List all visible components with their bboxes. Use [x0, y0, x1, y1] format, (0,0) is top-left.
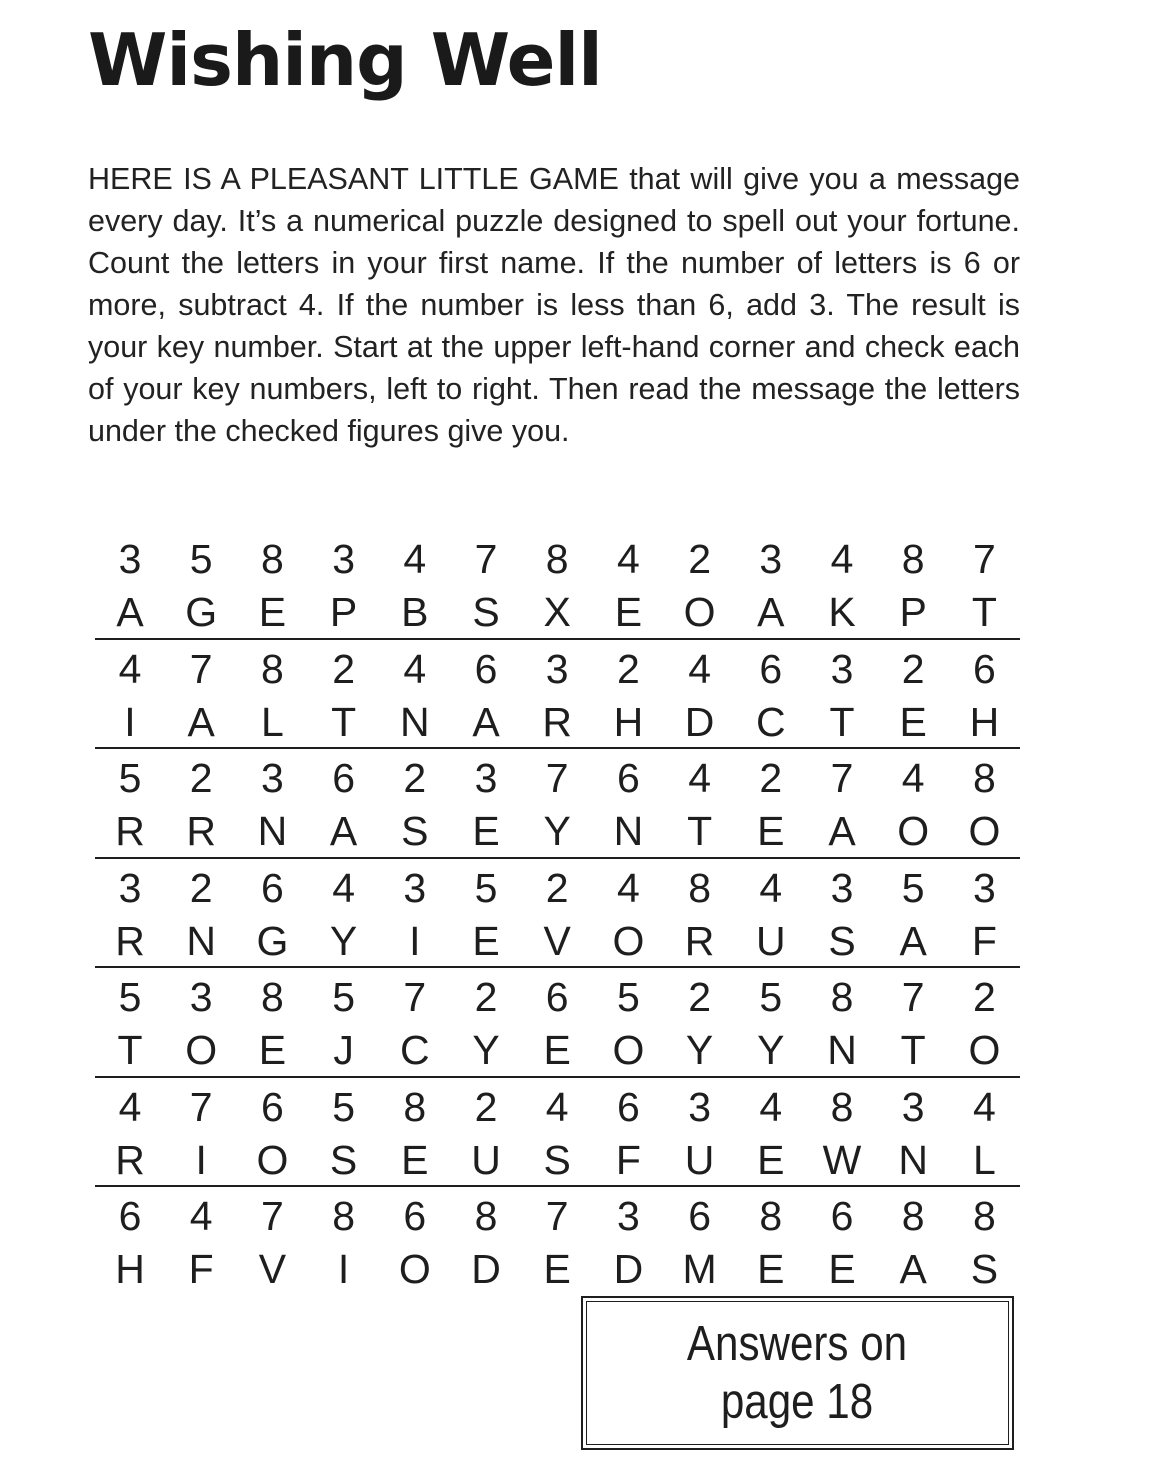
- grid-cell[interactable]: [812, 968, 872, 1076]
- instructions-body: that will give you a message every day. It’s a numerical puzzle designed to spell out your fortune. Count the letters in your first name. If the number of letters is 6 or more, subtract 4. If the number is less than 6, add 3. The result is your key number. Start at the upper left-hand corner and check each of your key numbers, left to right. Then read the message the letters under the checked figures give you.: [88, 162, 1020, 448]
- grid-cell[interactable]: [527, 968, 587, 1076]
- grid-number: 5: [332, 974, 355, 1020]
- grid-number: 8: [545, 536, 569, 582]
- grid-row: [95, 530, 1020, 640]
- grid-cell[interactable]: [883, 859, 943, 967]
- answers-box-inner: [586, 1301, 1009, 1445]
- grid-number: 3: [403, 864, 427, 911]
- grid-letter: A: [116, 589, 144, 635]
- grid-letter: E: [543, 1027, 571, 1073]
- grid-cell[interactable]: [954, 1187, 1014, 1295]
- grid-letter: U: [684, 1136, 715, 1183]
- grid-cell[interactable]: [812, 530, 872, 638]
- grid-letter: A: [472, 698, 500, 745]
- grid-row: [95, 1187, 1020, 1297]
- grid-letter: T: [331, 698, 357, 745]
- grid-letter: O: [256, 1136, 289, 1183]
- grid-row: [95, 749, 1020, 859]
- grid-number: 7: [901, 974, 925, 1020]
- grid-letter: E: [401, 1136, 429, 1183]
- grid-cell[interactable]: [171, 749, 231, 857]
- grid-letter: N: [186, 917, 216, 964]
- grid-letter: E: [614, 589, 643, 635]
- grid-number: 2: [403, 755, 427, 801]
- grid-number: 2: [972, 974, 996, 1020]
- grid-number: 6: [972, 645, 996, 692]
- grid-cell[interactable]: [741, 1078, 801, 1186]
- grid-cell[interactable]: [527, 640, 587, 748]
- answers-line-1: Answers on: [687, 1317, 908, 1371]
- grid-number: 3: [260, 755, 284, 801]
- grid-cell[interactable]: [242, 1078, 302, 1186]
- grid-letter: P: [329, 589, 358, 635]
- grid-cell[interactable]: [954, 640, 1014, 748]
- grid-cell[interactable]: [385, 968, 445, 1076]
- grid-letter: S: [828, 917, 856, 964]
- grid-cell[interactable]: [171, 1187, 231, 1295]
- grid-number: 2: [759, 755, 783, 801]
- grid-number: 6: [260, 864, 284, 911]
- grid-number: 2: [189, 864, 213, 911]
- grid-cell[interactable]: [741, 640, 801, 748]
- grid-cell[interactable]: [100, 968, 160, 1076]
- grid-number: 6: [118, 1193, 142, 1239]
- grid-cell[interactable]: [954, 968, 1014, 1076]
- grid-cell[interactable]: [385, 1187, 445, 1295]
- grid-number: 4: [901, 755, 925, 801]
- grid-number: 2: [189, 755, 213, 801]
- grid-number: 3: [830, 864, 854, 911]
- grid-letter: N: [399, 698, 430, 745]
- grid-cell[interactable]: [242, 859, 302, 967]
- grid-letter: D: [471, 1246, 501, 1292]
- grid-number: 8: [830, 1083, 854, 1130]
- grid-number: 3: [118, 536, 142, 582]
- grid-number: 5: [332, 1083, 355, 1130]
- grid-number: 7: [403, 974, 427, 1020]
- grid-letter: F: [615, 1136, 641, 1183]
- grid-letter: I: [409, 917, 421, 964]
- grid-letter: R: [684, 917, 715, 964]
- grid-number: 2: [332, 645, 355, 692]
- grid-number: 3: [616, 1193, 640, 1239]
- grid-number: 3: [688, 1083, 711, 1130]
- grid-cell[interactable]: [242, 749, 302, 857]
- grid-number: 8: [260, 974, 284, 1020]
- grid-cell[interactable]: [385, 530, 445, 638]
- grid-letter: S: [970, 1246, 999, 1292]
- grid-letter: Y: [329, 917, 358, 964]
- grid-number: 8: [830, 974, 854, 1020]
- grid-letter: T: [687, 808, 713, 854]
- grid-cell[interactable]: [812, 859, 872, 967]
- grid-number: 4: [616, 864, 640, 911]
- grid-cell[interactable]: [741, 530, 801, 638]
- grid-row: [95, 1078, 1020, 1188]
- grid-cell[interactable]: [670, 640, 730, 748]
- grid-cell[interactable]: [527, 859, 587, 967]
- grid-cell[interactable]: [741, 749, 801, 857]
- grid-letter: A: [828, 808, 856, 854]
- grid-number: 5: [616, 974, 640, 1020]
- grid-letter: A: [899, 917, 927, 964]
- grid-letter: R: [115, 917, 145, 964]
- grid-number: 4: [830, 536, 854, 582]
- grid-number: 7: [189, 1083, 213, 1130]
- grid-number: 4: [688, 755, 711, 801]
- grid-cell[interactable]: [954, 859, 1014, 967]
- grid-letter: A: [757, 589, 785, 635]
- grid-letter: O: [185, 1027, 218, 1073]
- grid-letter: U: [471, 1136, 501, 1183]
- grid-number: 3: [830, 645, 854, 692]
- grid-letter: N: [613, 808, 644, 854]
- grid-number: 8: [759, 1193, 783, 1239]
- grid-number: 4: [759, 864, 783, 911]
- grid-letter: F: [971, 917, 997, 964]
- grid-cell[interactable]: [954, 749, 1014, 857]
- grid-cell[interactable]: [456, 1187, 516, 1295]
- grid-number: 6: [403, 1193, 427, 1239]
- grid-cell[interactable]: [883, 1078, 943, 1186]
- grid-cell[interactable]: [314, 640, 374, 748]
- grid-cell[interactable]: [171, 640, 231, 748]
- grid-cell[interactable]: [456, 749, 516, 857]
- grid-letter: E: [472, 808, 500, 854]
- grid-cell[interactable]: [527, 530, 587, 638]
- grid-letter: O: [398, 1246, 431, 1292]
- grid-number: 4: [118, 1083, 142, 1130]
- grid-letter: E: [258, 1027, 287, 1073]
- grid-letter: V: [543, 917, 571, 964]
- grid-number: 8: [901, 1193, 925, 1239]
- grid-number: 7: [260, 1193, 284, 1239]
- grid-number: 7: [545, 1193, 569, 1239]
- grid-cell[interactable]: [883, 530, 943, 638]
- grid-number: 6: [260, 1083, 284, 1130]
- grid-letter: O: [612, 1027, 645, 1073]
- grid-letter: O: [968, 808, 1001, 854]
- grid-cell[interactable]: [100, 1078, 160, 1186]
- grid-number: 7: [189, 645, 213, 692]
- grid-letter: I: [195, 1136, 207, 1183]
- grid-cell[interactable]: [242, 640, 302, 748]
- grid-number: 4: [972, 1083, 996, 1130]
- grid-cell[interactable]: [954, 1078, 1014, 1186]
- grid-letter: E: [757, 808, 785, 854]
- grid-letter: P: [899, 589, 927, 635]
- grid-letter: E: [472, 917, 500, 964]
- grid-number: 8: [972, 1193, 996, 1239]
- grid-number: 3: [332, 536, 355, 582]
- grid-cell[interactable]: [314, 749, 374, 857]
- grid-letter: E: [258, 589, 287, 635]
- grid-cell[interactable]: [670, 749, 730, 857]
- grid-cell[interactable]: [171, 968, 231, 1076]
- grid-letter: X: [543, 589, 571, 635]
- grid-cell[interactable]: [598, 1187, 658, 1295]
- grid-letter: G: [256, 917, 289, 964]
- grid-letter: A: [329, 808, 358, 854]
- grid-letter: U: [755, 917, 786, 964]
- grid-letter: E: [543, 1246, 571, 1292]
- grid-letter: N: [898, 1136, 928, 1183]
- grid-cell[interactable]: [171, 530, 231, 638]
- grid-letter: D: [684, 698, 715, 745]
- grid-number: 4: [403, 645, 427, 692]
- grid-letter: E: [757, 1246, 785, 1292]
- grid-letter: A: [899, 1246, 927, 1292]
- grid-letter: Y: [685, 1027, 714, 1073]
- grid-cell[interactable]: [242, 968, 302, 1076]
- grid-cell[interactable]: [598, 530, 658, 638]
- grid-number: 5: [474, 864, 498, 911]
- grid-number: 3: [901, 1083, 925, 1130]
- grid-row: [95, 640, 1020, 750]
- grid-letter: S: [543, 1136, 571, 1183]
- answers-line-2: page 18: [721, 1375, 874, 1429]
- grid-cell[interactable]: [741, 968, 801, 1076]
- grid-cell[interactable]: [314, 968, 374, 1076]
- grid-number: 7: [972, 536, 996, 582]
- grid-number: 8: [688, 864, 711, 911]
- grid-cell[interactable]: [100, 530, 160, 638]
- grid-letter: M: [682, 1246, 717, 1292]
- grid-cell[interactable]: [314, 1078, 374, 1186]
- instructions-paragraph: [88, 158, 1020, 452]
- grid-cell[interactable]: [670, 859, 730, 967]
- grid-number: 5: [189, 536, 213, 582]
- grid-cell[interactable]: [527, 1078, 587, 1186]
- grid-cell[interactable]: [883, 1187, 943, 1295]
- grid-cell[interactable]: [100, 749, 160, 857]
- grid-letter: R: [115, 808, 145, 854]
- grid-cell[interactable]: [670, 1187, 730, 1295]
- grid-cell[interactable]: [456, 1078, 516, 1186]
- grid-number: 8: [332, 1193, 355, 1239]
- grid-number: 7: [830, 755, 854, 801]
- grid-letter: O: [968, 1027, 1001, 1073]
- grid-cell[interactable]: [314, 1187, 374, 1295]
- grid-letter: L: [972, 1136, 996, 1183]
- grid-number: 6: [688, 1193, 711, 1239]
- grid-letter: O: [683, 589, 716, 635]
- grid-cell[interactable]: [242, 530, 302, 638]
- grid-cell[interactable]: [812, 640, 872, 748]
- grid-number: 2: [688, 536, 711, 582]
- grid-cell[interactable]: [314, 859, 374, 967]
- grid-cell[interactable]: [100, 640, 160, 748]
- grid-cell[interactable]: [171, 859, 231, 967]
- grid-cell[interactable]: [598, 640, 658, 748]
- grid-number: 3: [759, 536, 783, 582]
- grid-number: 4: [759, 1083, 783, 1130]
- grid-letter: T: [900, 1027, 926, 1073]
- grid-letter: I: [124, 698, 136, 745]
- grid-number: 7: [474, 536, 498, 582]
- grid-cell[interactable]: [954, 530, 1014, 638]
- grid-number: 4: [332, 864, 355, 911]
- grid-cell[interactable]: [456, 859, 516, 967]
- grid-cell[interactable]: [670, 530, 730, 638]
- grid-cell[interactable]: [883, 640, 943, 748]
- grid-number: 2: [688, 974, 711, 1020]
- grid-cell[interactable]: [385, 640, 445, 748]
- grid-letter: S: [472, 589, 500, 635]
- grid-letter: N: [257, 808, 288, 854]
- grid-cell[interactable]: [741, 859, 801, 967]
- grid-cell[interactable]: [812, 1187, 872, 1295]
- grid-letter: L: [260, 698, 284, 745]
- grid-number: 2: [474, 1083, 498, 1130]
- grid-letter: S: [401, 808, 429, 854]
- grid-cell[interactable]: [456, 530, 516, 638]
- grid-letter: J: [333, 1027, 354, 1073]
- grid-letter: Y: [472, 1027, 500, 1073]
- grid-cell[interactable]: [598, 749, 658, 857]
- grid-cell[interactable]: [314, 530, 374, 638]
- number-letter-grid: [95, 530, 1020, 1297]
- grid-letter: R: [115, 1136, 145, 1183]
- grid-number: 4: [403, 536, 427, 582]
- grid-letter: A: [187, 698, 215, 745]
- answers-box: [581, 1296, 1014, 1450]
- grid-letter: B: [401, 589, 429, 635]
- grid-number: 2: [545, 864, 569, 911]
- grid-number: 3: [545, 645, 569, 692]
- grid-number: 8: [260, 645, 284, 692]
- grid-number: 4: [118, 645, 142, 692]
- grid-number: 6: [332, 755, 355, 801]
- grid-number: 8: [901, 536, 925, 582]
- grid-number: 6: [616, 1083, 640, 1130]
- grid-number: 8: [260, 536, 284, 582]
- grid-number: 5: [118, 974, 142, 1020]
- grid-letter: C: [399, 1027, 430, 1073]
- grid-letter: R: [186, 808, 216, 854]
- grid-cell[interactable]: [598, 1078, 658, 1186]
- grid-letter: E: [757, 1136, 785, 1183]
- grid-number: 4: [545, 1083, 569, 1130]
- grid-cell[interactable]: [883, 968, 943, 1076]
- page-title: Wishing Well: [88, 18, 602, 102]
- grid-number: 6: [759, 645, 783, 692]
- grid-number: 2: [474, 974, 498, 1020]
- grid-letter: F: [188, 1246, 214, 1292]
- grid-cell[interactable]: [598, 859, 658, 967]
- grid-letter: O: [897, 808, 930, 854]
- grid-letter: K: [828, 589, 856, 635]
- grid-number: 3: [118, 864, 142, 911]
- grid-number: 5: [901, 864, 925, 911]
- grid-letter: H: [115, 1246, 145, 1292]
- grid-letter: R: [542, 698, 572, 745]
- grid-number: 8: [972, 755, 996, 801]
- grid-cell[interactable]: [385, 749, 445, 857]
- grid-letter: T: [971, 589, 997, 635]
- grid-cell[interactable]: [100, 1187, 160, 1295]
- grid-cell[interactable]: [171, 1078, 231, 1186]
- grid-number: 3: [189, 974, 213, 1020]
- grid-number: 8: [403, 1083, 427, 1130]
- grid-cell[interactable]: [527, 1187, 587, 1295]
- grid-number: 2: [616, 645, 640, 692]
- grid-letter: S: [329, 1136, 358, 1183]
- grid-cell[interactable]: [883, 749, 943, 857]
- grid-cell[interactable]: [812, 749, 872, 857]
- grid-letter: O: [612, 917, 645, 964]
- grid-letter: I: [337, 1246, 350, 1292]
- grid-letter: D: [613, 1246, 644, 1292]
- grid-cell[interactable]: [456, 640, 516, 748]
- grid-cell[interactable]: [741, 1187, 801, 1295]
- grid-letter: W: [822, 1136, 862, 1183]
- grid-number: 3: [972, 864, 996, 911]
- grid-cell[interactable]: [456, 968, 516, 1076]
- grid-letter: T: [117, 1027, 143, 1073]
- grid-cell[interactable]: [100, 859, 160, 967]
- grid-number: 4: [688, 645, 711, 692]
- grid-number: 8: [474, 1193, 498, 1239]
- grid-cell[interactable]: [385, 859, 445, 967]
- grid-number: 6: [830, 1193, 854, 1239]
- grid-number: 6: [474, 645, 498, 692]
- grid-number: 6: [616, 755, 640, 801]
- grid-cell[interactable]: [527, 749, 587, 857]
- grid-letter: Y: [757, 1027, 785, 1073]
- grid-cell[interactable]: [670, 1078, 730, 1186]
- grid-number: 7: [545, 755, 569, 801]
- grid-row: [95, 968, 1020, 1078]
- grid-number: 4: [189, 1193, 213, 1239]
- grid-letter: H: [613, 698, 644, 745]
- grid-letter: T: [829, 698, 855, 745]
- grid-letter: N: [827, 1027, 857, 1073]
- answers-note: [687, 1315, 907, 1431]
- grid-cell[interactable]: [242, 1187, 302, 1295]
- grid-letter: H: [969, 698, 1000, 745]
- instructions-lead: HERE IS A PLEASANT LITTLE GAME: [88, 162, 619, 196]
- grid-letter: V: [258, 1246, 287, 1292]
- grid-number: 3: [474, 755, 498, 801]
- grid-number: 4: [616, 536, 640, 582]
- grid-letter: E: [828, 1246, 856, 1292]
- grid-cell[interactable]: [670, 968, 730, 1076]
- grid-cell[interactable]: [598, 968, 658, 1076]
- grid-row: [95, 859, 1020, 969]
- grid-letter: G: [185, 589, 218, 635]
- grid-cell[interactable]: [385, 1078, 445, 1186]
- grid-letter: Y: [543, 808, 571, 854]
- grid-number: 5: [118, 755, 142, 801]
- grid-number: 6: [545, 974, 569, 1020]
- grid-letter: C: [755, 698, 786, 745]
- grid-number: 2: [901, 645, 925, 692]
- grid-letter: E: [899, 698, 927, 745]
- grid-cell[interactable]: [812, 1078, 872, 1186]
- grid-number: 5: [759, 974, 783, 1020]
